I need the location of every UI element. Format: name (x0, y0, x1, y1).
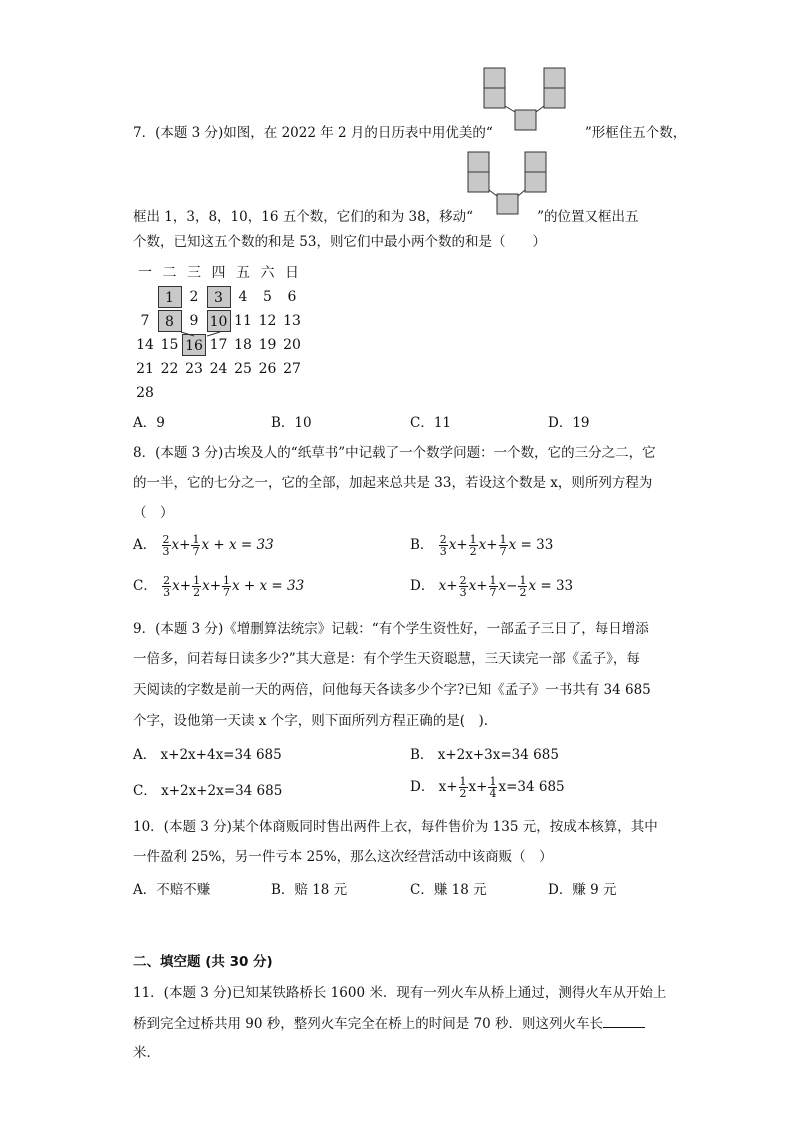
frame-connector (133, 262, 313, 392)
calendar-day: 12 (258, 313, 277, 329)
q10-option-c: C．赚 18 元 (410, 882, 487, 898)
q7-line1-text-a: 7．(本题 3 分)如图，在 2022 年 2 月的日历表中用优美的“ (133, 125, 493, 141)
section-title: 二、填空题 (共 30 分) (133, 954, 273, 970)
numerator: 2 (459, 574, 467, 587)
calendar-day: 9 (189, 313, 199, 329)
u-frame-icon-2 (466, 150, 550, 218)
fraction (192, 575, 201, 598)
q9-option-b: B． x+2x+3x=34 685 (410, 747, 559, 763)
q8-option-c (133, 574, 304, 598)
plus: + (179, 578, 192, 594)
q9-line4: 个字，设他第一天读 x 个字，则下面所列方程正确的是( ). (133, 713, 489, 729)
denominator: 3 (459, 586, 467, 599)
denominator: 3 (163, 586, 171, 599)
var-x: x (202, 578, 210, 594)
equals-33: = 33 (540, 578, 574, 594)
plus: + (486, 537, 498, 553)
plus: + (456, 537, 468, 553)
calendar-day: 15 (160, 337, 179, 353)
q7-line3: 个数，已知这五个数的和是 53，则它们中最小两个数的和是（ ） (133, 234, 546, 250)
q8-option-b (410, 533, 553, 557)
calendar-day: 7 (140, 313, 150, 329)
q11-line3: 米． (133, 1045, 160, 1061)
q7-line2-text-a: 框出 1，3，8，10，16 五个数，它们的和为 38，移动“ (133, 209, 474, 225)
fraction (518, 575, 527, 598)
plus: + (476, 578, 488, 594)
q10-line2: 一件盈利 25%，另一件亏本 25%，那么这次经营活动中该商贩（ ） (133, 849, 553, 865)
q11-line2-text: 桥到完全过桥共用 90 秒，整列火车完全在桥上的时间是 70 秒．则这列火车长 (133, 1016, 604, 1032)
q8-option-d (410, 574, 573, 598)
var-x: x (478, 537, 487, 553)
calendar-day: 18 (234, 337, 252, 353)
calendar-weekday: 二 (162, 265, 177, 281)
q7-line2 (133, 205, 638, 225)
numerator: 1 (192, 533, 200, 546)
fraction (191, 534, 200, 557)
denominator: 7 (499, 545, 507, 558)
q11-line2 (133, 1013, 645, 1034)
q9-option-c: C． x+2x+2x=34 685 (133, 783, 283, 799)
q11-line1: 11．(本题 3 分)已知某铁路桥长 1600 米．现有一列火车从桥上通过，测得火车从开始上 (133, 985, 667, 1001)
q7-line1 (133, 121, 686, 141)
calendar-day: 24 (209, 361, 228, 377)
fraction (459, 575, 468, 598)
denominator: 7 (192, 545, 200, 558)
q10-option-b: B．赔 18 元 (271, 882, 348, 898)
numerator: 2 (439, 533, 447, 546)
fraction (488, 776, 497, 799)
q9-option-a: A． x+2x+4x=34 685 (133, 747, 282, 763)
fraction (489, 575, 498, 598)
denominator: 2 (459, 787, 467, 800)
q8-option-c-label: C． (133, 578, 157, 594)
calendar-day: 13 (283, 313, 301, 329)
calendar-weekday: 四 (211, 265, 226, 281)
numerator: 1 (499, 533, 507, 546)
calendar-day-highlighted: 10 (207, 310, 231, 332)
numerator: 1 (223, 574, 231, 587)
calendar-day: 27 (283, 361, 301, 377)
q10-line1: 10．(本题 3 分)某个体商贩同时售出两件上衣，每件售价为 135 元，按成本核算，其中 (133, 819, 658, 835)
q8-option-c-tail: x + x = 33 (232, 578, 305, 594)
denominator: 7 (489, 586, 497, 599)
denominator: 3 (439, 545, 447, 558)
fraction (499, 534, 508, 557)
calendar-day-highlighted: 8 (158, 310, 182, 332)
calendar-day: 26 (258, 361, 277, 377)
calendar-day: 6 (287, 289, 297, 305)
numerator: 1 (193, 574, 201, 587)
calendar-day: 19 (258, 337, 277, 353)
q10-option-a: A．不赔不赚 (133, 882, 211, 898)
plus: + (179, 537, 191, 553)
q8-option-d-label: D． (410, 578, 435, 594)
calendar-day: 2 (189, 289, 199, 305)
var-x: x (171, 537, 180, 553)
numerator: 1 (469, 533, 477, 546)
q8-option-b-label: B． (410, 537, 434, 553)
q9-option-d (410, 775, 565, 799)
calendar-day: 14 (136, 337, 154, 353)
numerator: 1 (489, 775, 497, 788)
u-frame-icon (482, 66, 570, 134)
var-x: x (448, 537, 457, 553)
q8-option-a-tail: x + x = 33 (201, 537, 274, 553)
plus: + (446, 578, 458, 594)
calendar-day-highlighted: 3 (207, 286, 231, 308)
fraction (222, 575, 231, 598)
q7-option-d: D．19 (548, 415, 590, 431)
calendar-day-highlighted: 16 (182, 334, 206, 356)
fraction (162, 575, 171, 598)
calendar-day: 4 (238, 289, 248, 305)
calendar-day-highlighted: 1 (158, 286, 182, 308)
calendar-day: 20 (283, 337, 301, 353)
q8-line1: 8．(本题 3 分)古埃及人的“纸草书”中记载了一个数学问题：一个数，它的三分之二，它 (133, 445, 656, 461)
calendar-day: 21 (136, 361, 154, 377)
calendar-day: 28 (136, 385, 154, 401)
q8-line2: 的一半，它的七分之一，它的全部，加起来总共是 33，若设这个数是 x，则所列方程为 (133, 475, 653, 491)
calendar-day: 11 (234, 313, 252, 329)
q7-option-c: C．11 (410, 415, 452, 431)
fraction (439, 534, 448, 557)
var-x: x (528, 578, 537, 594)
denominator: 2 (469, 545, 477, 558)
numerator: 2 (162, 533, 170, 546)
q9-line3: 天阅读的字数是前一天的两倍，问他每天各读多少个字?已知《孟子》一书共有 34 685 (133, 682, 651, 698)
calendar-day: 17 (209, 337, 228, 353)
calendar-day: 22 (160, 361, 179, 377)
calendar-day: 25 (234, 361, 252, 377)
equals-33: = 33 (520, 537, 554, 553)
q9-option-d-mid: x+ (468, 779, 488, 795)
q7-line2-text-b: ”的位置又框出五 (537, 209, 639, 225)
q9-line2: 一倍多，问若每日读多少?”其大意是：有个学生天资聪慧，三天读完一部《孟子》，每 (133, 651, 640, 667)
var-x: x (438, 578, 447, 594)
var-x: x (498, 578, 507, 594)
calendar-weekday: 一 (138, 265, 152, 281)
q8-option-a (133, 533, 274, 557)
q7-option-a: A．9 (133, 415, 165, 431)
minus: − (506, 578, 518, 594)
q9-option-d-tail: x=34 685 (498, 779, 565, 795)
q8-line3: （ ） (133, 505, 174, 521)
numerator: 2 (163, 574, 171, 587)
plus: + (209, 578, 222, 594)
denominator: 2 (193, 586, 201, 599)
fraction (162, 534, 171, 557)
denominator: 4 (489, 787, 497, 800)
fraction (469, 534, 478, 557)
answer-blank[interactable] (603, 1013, 645, 1028)
q9-line1: 9．(本题 3 分)《增删算法统宗》记载：“有个学生资性好，一部孟子三日了，每日增添 (133, 621, 649, 637)
var-x: x (468, 578, 477, 594)
calendar-weekday: 五 (236, 265, 250, 281)
denominator: 2 (519, 586, 527, 599)
q9-option-d-label: D． x+ (410, 779, 458, 795)
fraction (459, 776, 468, 799)
denominator: 7 (223, 586, 231, 599)
q8-option-a-label: A． (133, 537, 157, 553)
calendar-day: 5 (263, 289, 272, 305)
q7-line1-text-b: ”形框住五个数， (584, 125, 687, 141)
numerator: 1 (519, 574, 527, 587)
q10-option-d: D．赚 9 元 (548, 882, 617, 898)
var-x: x (172, 578, 180, 594)
q7-option-b: B．10 (271, 415, 312, 431)
numerator: 1 (459, 775, 467, 788)
var-x: x (508, 537, 517, 553)
denominator: 3 (162, 545, 170, 558)
calendar-day: 23 (185, 361, 203, 377)
numerator: 1 (489, 574, 497, 587)
calendar-weekday: 日 (285, 265, 299, 281)
calendar-weekday: 三 (187, 265, 201, 281)
calendar-weekday: 六 (260, 265, 275, 281)
